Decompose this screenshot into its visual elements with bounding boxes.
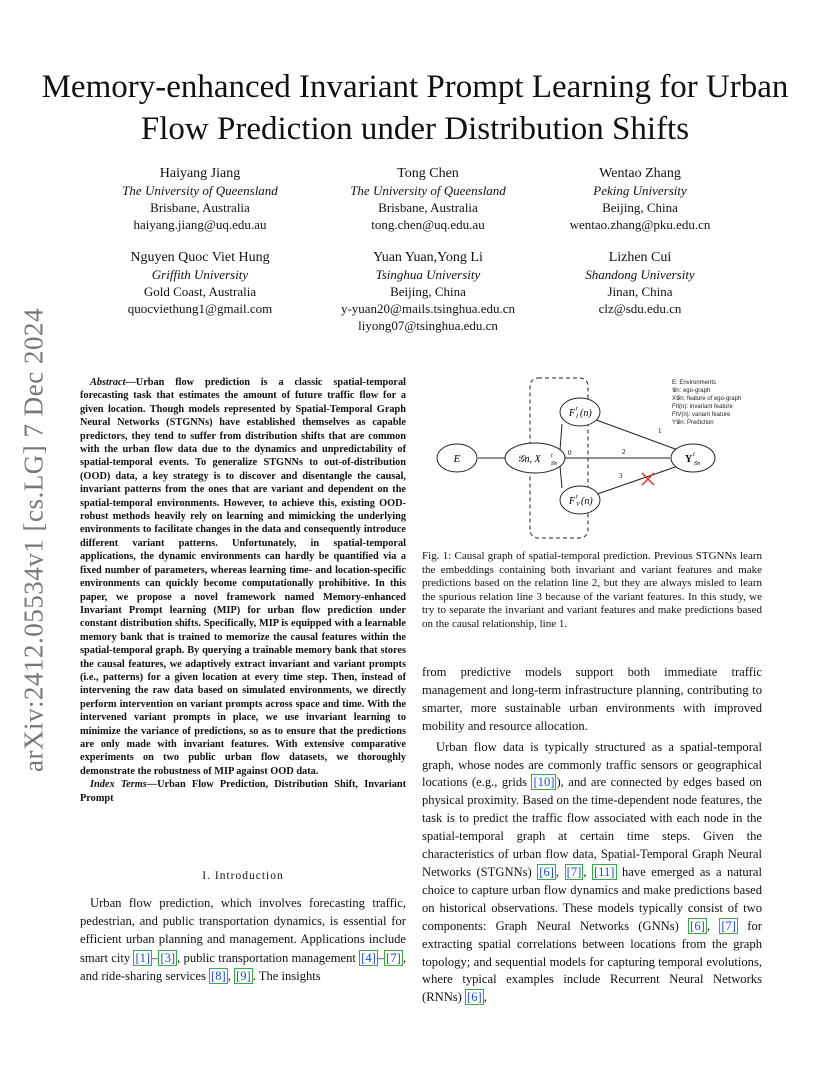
paragraph-text: , — [483, 990, 487, 1005]
author-affiliation: Peking University — [593, 183, 687, 198]
figure-caption: Fig. 1: Causal graph of spatial-temporal prediction. Previous STGNNs learn the embeddings containing both invariant and variant features and make predictions based on the relation line 2, but they are always misled to learn the spurious relation line 3 because of the variant features. In this study, we try to separate the invariant and variant features and make predictions based on the causal relationship, line 1. — [422, 550, 762, 630]
section-heading-introduction: I. Introduction — [202, 870, 284, 882]
intro-text: Urban flow prediction, which involves forecasting traffic, pedestrian, and public transportation dynamics, is essential for efficient urban planning and management. Applications include smart city — [80, 896, 406, 965]
node-FI-arg: (n) — [580, 408, 592, 419]
paragraph-text: , — [706, 918, 720, 933]
index-terms-label: Index Terms — [90, 779, 147, 791]
paragraph-text: , — [555, 864, 565, 879]
index-terms-text: —Urban Flow Prediction, Distribution Shift, Invariant Prompt — [80, 779, 406, 804]
author-email-2[interactable]: liyong07@tsinghua.edu.cn — [358, 318, 498, 333]
abstract-text: —Urban flow prediction is a classic spatial-temporal forecasting task that estimates the amount of future traffic flow for a given location. Though models represented by Spatial-Temporal Graph Neural Networks (STGNNs) have established themselves as capable predictors, they tend to suffer from distribution shifts that are common with the urban flow data due to the dynamics and unpredictability of spatial-temporal events. To generalize STGNNs to out-of-distribution (OOD) data, a key strategy is to discover and disentangle the causal, invariant patterns from the ones that are variant and dependent on the spatial-temporal environments. However, to achieve this, existing OOD-robust methods heavily rely on learning and mimicking the underlying environments to facilitate changes in the data and consequently introduce different variant patterns. Unfortunately, in spatial-temporal applications, the dynamic environments can hardly be quantified via a fixed number of parameters, whereas learning time- and location-specific environments can quickly become computationally prohibitive. In this paper, we propose a novel framework named Memory-enhanced Invariant Prompt learning (MIP) for urban flow prediction under constant distribution shifts. Specifically, MIP is equipped with a learnable memory bank that is trained to memorize the causal features within the spatial-temporal graph. By querying a trainable memory bank that stores the causal features, we adaptively extract invariant and variant prompts (i.e., patterns) for a given location at every time step. Then, instead of intervening the raw data based on simulated environments, we directly perform intervention on variant prompts across space and time. With the intervened variant prompts in place, we use invariant learning to minimize the variance of predictions, so as to ensure that the predictions are only made with invariant features. With extensive comparative experiments on two public urban flow datasets, we thoroughly demonstrate the robustness of MIP against OOD data. — [80, 377, 406, 777]
author-affiliation: Tsinghua University — [375, 267, 481, 282]
citation-link[interactable]: [6] — [539, 864, 554, 879]
paragraph-text: , — [583, 864, 592, 879]
intro-paragraph — [80, 894, 406, 985]
legend-item: Y𝒢n: Prediction — [672, 420, 714, 426]
edge-label-2: 2 — [622, 448, 626, 456]
paragraph-text: Urban flow data is typically structured as a spatial-temporal graph, whose nodes are commonly traffic sensors or geographical locations (e.g., grids — [422, 739, 762, 790]
node-FV-sub: V — [576, 502, 580, 508]
citation-link[interactable]: [11] — [593, 864, 615, 879]
node-variant-feature — [560, 486, 600, 514]
node-Y-sub: 𝒢n — [693, 461, 701, 467]
node-FV-arg: (n) — [581, 496, 593, 507]
edge-label-3: 3 — [619, 472, 623, 480]
arxiv-sidebar — [14, 290, 54, 790]
node-Y-label: Y — [685, 454, 693, 465]
author-affiliation: The University of Queensland — [350, 183, 506, 198]
edge-G-FV — [560, 466, 562, 488]
author-location: Brisbane, Australia — [378, 200, 478, 215]
author-block — [308, 249, 548, 334]
author-block — [525, 249, 755, 317]
author-name: Haiyang Jiang — [159, 166, 241, 181]
author-location: Brisbane, Australia — [150, 200, 250, 215]
node-FV-sup: t — [576, 494, 578, 500]
node-FI-label: F — [569, 408, 576, 419]
intro-text: , public transportation management — [177, 950, 360, 965]
author-name: Tong Chen — [397, 166, 459, 181]
legend-item: FtI(n): invariant feature — [672, 404, 733, 410]
node-G-sub: 𝒢n — [550, 461, 558, 467]
citation-link[interactable]: [6] — [690, 918, 705, 933]
abstract-label: Abstract — [90, 377, 126, 388]
author-email[interactable]: clz@sdu.edu.cn — [598, 301, 682, 316]
node-Y-sup: t — [693, 452, 695, 458]
intro-text: – — [377, 950, 385, 965]
citation-link[interactable]: [8] — [211, 968, 226, 983]
legend-item: X𝒢n: feature of ego-graph — [672, 396, 742, 402]
paragraph-text: for extracting spatial correlations between locations from the graph topology; and sequential models for capturing temporal evolutions, where typical examples include Recurrent Neural Networks (RNNs) — [422, 918, 762, 1005]
author-affiliation: The University of Queensland — [122, 183, 278, 198]
author-location: Jinan, China — [607, 284, 673, 299]
edge-G-FI — [560, 424, 562, 450]
paragraph-text: have emerged as a natural choice to capture urban flow dynamics and make predictions based on historical observations. These models typically consist of two components: Graph Neural Networks (GNNs) — [422, 864, 763, 933]
author-affiliation: Griffith University — [151, 267, 249, 282]
node-E-label: E — [453, 453, 461, 465]
intro-text: – — [152, 950, 159, 965]
legend-item: 𝒢n: ego-graph — [672, 388, 711, 394]
author-affiliation: Shandong University — [585, 267, 695, 282]
paper-title: Memory-enhanced Invariant Prompt Learning for Urban Flow Prediction under Distribution Shifts — [41, 69, 789, 147]
author-location: Beijing, China — [390, 284, 466, 299]
paragraph — [422, 739, 762, 1008]
citation-link[interactable]: [9] — [236, 968, 251, 983]
node-FI-sub: I — [576, 414, 578, 420]
intro-text: , — [227, 968, 235, 983]
node-G-label: 𝒢n, X — [517, 454, 541, 465]
author-name: Yuan Yuan,Yong Li — [373, 250, 483, 265]
legend-item: E: Environments — [672, 380, 717, 386]
intro-text: , and ride-sharing services — [80, 950, 406, 983]
intro-text: . The insights — [252, 968, 321, 983]
author-block — [313, 165, 543, 233]
citation-link[interactable]: [1] — [135, 950, 151, 965]
citation-link[interactable]: [4] — [361, 950, 376, 965]
citation-link[interactable]: [7] — [566, 864, 582, 879]
author-email[interactable]: tong.chen@uq.edu.au — [371, 217, 485, 232]
node-FV-label: F — [569, 496, 576, 507]
author-email[interactable]: quocviethung1@gmail.com — [127, 301, 273, 316]
author-name: Nguyen Quoc Viet Hung — [130, 250, 270, 265]
author-email[interactable]: y-yuan20@mails.tsinghua.edu.cn — [340, 301, 516, 316]
abstract — [80, 376, 406, 805]
arxiv-identifier: arXiv:2412.05534v1 [cs.LG] 7 Dec 2024 — [18, 308, 49, 772]
author-name: Wentao Zhang — [599, 166, 681, 181]
right-column-text — [422, 664, 762, 1007]
author-name: Lizhen Cui — [608, 250, 672, 265]
citation-link[interactable]: [7] — [721, 918, 736, 933]
node-prediction — [671, 444, 715, 472]
citation-link[interactable]: [7] — [386, 950, 401, 965]
edge-label-1: 1 — [658, 427, 662, 435]
author-location: Gold Coast, Australia — [143, 284, 257, 299]
legend-item: FtV(n): variant feature — [672, 412, 731, 418]
edge-label-0: 0 — [568, 449, 572, 457]
citation-link[interactable]: [3] — [160, 950, 176, 965]
author-email[interactable]: wentao.zhang@pku.edu.cn — [569, 217, 711, 232]
author-email[interactable]: haiyang.jiang@uq.edu.au — [133, 217, 267, 232]
author-block — [525, 165, 755, 233]
paragraph: from predictive models support both immediate traffic management and long-term infrastructure planning, contributing to smarter, more sustainable urban environments with improved mobility and resource allocation. — [422, 665, 762, 733]
paragraph-text: ), and are connected by edges based on physical proximity. Based on the time-dependent node features, the task is to predict the traffic flow associated with each node in the spatial-temporal graph at certain time steps. Given the characteristics of urban flow data, Spatial-Temporal Graph Neural Networks (STGNNs) — [422, 775, 762, 879]
node-G-sup: t — [551, 453, 553, 459]
citation-link[interactable]: [10] — [533, 775, 555, 790]
author-block — [85, 249, 315, 317]
author-location: Beijing, China — [602, 200, 678, 215]
citation-link[interactable]: [6] — [467, 990, 482, 1005]
node-FI-sup: t — [576, 406, 578, 412]
author-block — [85, 165, 315, 233]
figure-legend — [672, 379, 741, 427]
